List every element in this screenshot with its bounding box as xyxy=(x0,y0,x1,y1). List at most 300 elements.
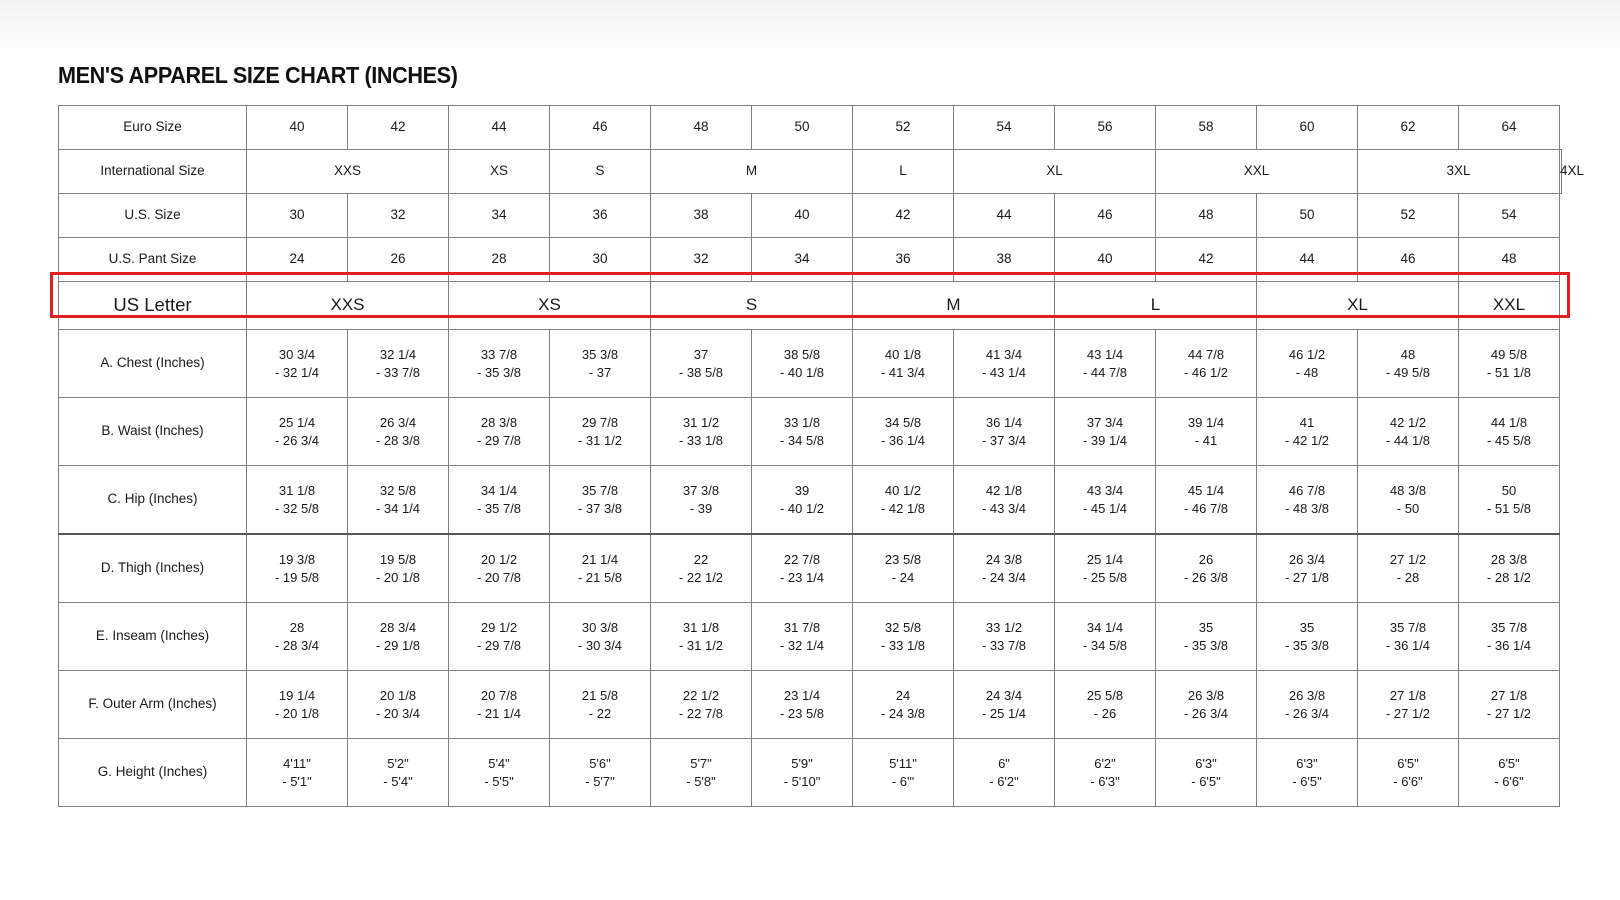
value-min: 20 1/8 xyxy=(379,687,417,703)
table-cell xyxy=(1358,398,1459,466)
size-chart-table-container xyxy=(58,105,1585,807)
table-cell xyxy=(449,330,550,398)
value-min: 42 1/8 xyxy=(985,482,1023,498)
table-cell: 52 xyxy=(1358,194,1459,238)
table-cell: XS xyxy=(449,282,651,330)
table-row xyxy=(59,671,1562,739)
value-max: - 24 xyxy=(891,569,915,585)
value-min: 40 1/2 xyxy=(884,482,922,498)
value-min: 27 1/8 xyxy=(1490,687,1528,703)
value-min: 22 7/8 xyxy=(783,551,821,567)
value-min: 32 1/4 xyxy=(379,346,417,362)
value-min: 5'4" xyxy=(488,755,510,771)
value-max: - 5'8" xyxy=(686,773,716,789)
value-min: 22 xyxy=(693,551,709,567)
value-max: - 43 1/4 xyxy=(981,364,1027,380)
table-row xyxy=(59,238,1562,282)
value-min: 32 5/8 xyxy=(884,619,922,635)
table-cell xyxy=(1055,534,1156,603)
table-cell xyxy=(1459,466,1560,535)
value-min: 27 1/8 xyxy=(1389,687,1427,703)
value-max: - 24 3/8 xyxy=(880,705,926,721)
value-min: 32 5/8 xyxy=(379,482,417,498)
value-min: 26 3/4 xyxy=(1288,551,1326,567)
value-min: 26 3/8 xyxy=(1288,687,1326,703)
table-cell xyxy=(1257,398,1358,466)
table-cell: 40 xyxy=(752,194,853,238)
value-max: - 29 1/8 xyxy=(375,637,421,653)
table-cell xyxy=(1459,739,1560,807)
value-min: 24 xyxy=(895,687,911,703)
row-label: G. Height (Inches) xyxy=(59,739,247,807)
table-row xyxy=(59,739,1562,807)
value-max: - 21 1/4 xyxy=(476,705,522,721)
table-cell xyxy=(348,671,449,739)
table-row-us-letter xyxy=(59,282,1562,330)
table-cell: M xyxy=(853,282,1055,330)
value-min: 5'6" xyxy=(589,755,611,771)
value-max: - 5'1" xyxy=(282,773,312,789)
value-max: - 28 3/8 xyxy=(375,432,421,448)
table-cell xyxy=(247,466,348,535)
table-cell xyxy=(348,466,449,535)
value-min: 33 1/2 xyxy=(985,619,1023,635)
value-min: 6'3" xyxy=(1296,755,1318,771)
table-cell: 44 xyxy=(1257,238,1358,282)
value-min: 35 7/8 xyxy=(1490,619,1528,635)
value-max: - 24 3/4 xyxy=(981,569,1027,585)
table-cell xyxy=(752,603,853,671)
value-max: - 5'4" xyxy=(383,773,413,789)
table-cell xyxy=(651,534,752,603)
value-min: 26 xyxy=(1198,551,1214,567)
table-cell xyxy=(348,739,449,807)
value-max: - 6'5" xyxy=(1191,773,1221,789)
value-min: 28 3/8 xyxy=(1490,551,1528,567)
value-min: 35 xyxy=(1198,619,1214,635)
table-cell xyxy=(1459,330,1560,398)
table-cell: 54 xyxy=(954,106,1055,150)
value-min: 23 1/4 xyxy=(783,687,821,703)
table-cell: 50 xyxy=(1257,194,1358,238)
table-cell: 36 xyxy=(853,238,954,282)
table-cell xyxy=(1358,466,1459,535)
table-cell xyxy=(1257,671,1358,739)
table-cell: 40 xyxy=(247,106,348,150)
value-max: - 20 1/8 xyxy=(274,705,320,721)
value-max: - 48 xyxy=(1295,364,1319,380)
table-cell xyxy=(247,671,348,739)
table-cell: 3XL xyxy=(1358,150,1560,194)
table-cell xyxy=(1459,603,1560,671)
value-min: 6'3" xyxy=(1195,755,1217,771)
table-cell xyxy=(853,398,954,466)
value-min: 46 1/2 xyxy=(1288,346,1326,362)
value-min: 39 xyxy=(794,482,810,498)
table-cell xyxy=(247,603,348,671)
value-max: - 22 1/2 xyxy=(678,569,724,585)
value-max: - 33 1/8 xyxy=(678,432,724,448)
value-max: - 35 3/8 xyxy=(1183,637,1229,653)
table-cell xyxy=(651,466,752,535)
table-cell xyxy=(651,739,752,807)
table-cell xyxy=(1358,534,1459,603)
row-label: E. Inseam (Inches) xyxy=(59,603,247,671)
value-max: - 28 1/2 xyxy=(1486,569,1532,585)
value-max: - 29 7/8 xyxy=(476,637,522,653)
table-cell xyxy=(954,466,1055,535)
table-cell xyxy=(1358,603,1459,671)
row-label: A. Chest (Inches) xyxy=(59,330,247,398)
value-max: - 31 1/2 xyxy=(678,637,724,653)
table-cell xyxy=(550,398,651,466)
value-min: 41 xyxy=(1299,414,1315,430)
value-max: - 35 3/8 xyxy=(1284,637,1330,653)
table-cell xyxy=(1156,330,1257,398)
value-min: 34 1/4 xyxy=(480,482,518,498)
value-min: 35 xyxy=(1299,619,1315,635)
table-cell xyxy=(752,739,853,807)
value-max: - 46 7/8 xyxy=(1183,500,1229,516)
value-max: - 32 1/4 xyxy=(274,364,320,380)
value-min: 31 1/2 xyxy=(682,414,720,430)
value-min: 5'7" xyxy=(690,755,712,771)
table-cell: 38 xyxy=(651,194,752,238)
row-label: Euro Size xyxy=(59,106,247,150)
value-max: - 27 1/2 xyxy=(1385,705,1431,721)
value-max: - 39 xyxy=(689,500,713,516)
value-min: 5'9" xyxy=(791,755,813,771)
table-cell: 40 xyxy=(1055,238,1156,282)
value-max: - 6'5" xyxy=(1292,773,1322,789)
table-cell xyxy=(348,330,449,398)
value-max: - 25 5/8 xyxy=(1082,569,1128,585)
table-cell xyxy=(550,330,651,398)
value-max: - 5'10" xyxy=(783,773,821,789)
value-max: - 51 1/8 xyxy=(1486,364,1532,380)
value-max: - 32 1/4 xyxy=(779,637,825,653)
value-max: - 34 5/8 xyxy=(1082,637,1128,653)
value-min: 44 7/8 xyxy=(1187,346,1225,362)
table-cell: 30 xyxy=(550,238,651,282)
table-cell: 56 xyxy=(1055,106,1156,150)
table-cell xyxy=(550,603,651,671)
table-cell xyxy=(651,398,752,466)
value-min: 48 3/8 xyxy=(1389,482,1427,498)
value-max: - 40 1/2 xyxy=(779,500,825,516)
table-cell xyxy=(954,398,1055,466)
value-min: 35 7/8 xyxy=(581,482,619,498)
table-cell: 46 xyxy=(1055,194,1156,238)
value-min: 34 1/4 xyxy=(1086,619,1124,635)
value-max: - 41 xyxy=(1194,432,1218,448)
table-cell xyxy=(1156,466,1257,535)
row-label: F. Outer Arm (Inches) xyxy=(59,671,247,739)
table-cell xyxy=(247,330,348,398)
value-min: 25 1/4 xyxy=(1086,551,1124,567)
table-cell: S xyxy=(651,282,853,330)
table-cell: XXL xyxy=(1459,282,1560,330)
table-cell: 64 xyxy=(1459,106,1560,150)
table-cell xyxy=(247,398,348,466)
table-cell xyxy=(550,739,651,807)
value-min: 19 3/8 xyxy=(278,551,316,567)
table-cell xyxy=(651,330,752,398)
value-max: - 26 3/4 xyxy=(1183,705,1229,721)
row-label: D. Thigh (Inches) xyxy=(59,534,247,603)
table-cell: 32 xyxy=(651,238,752,282)
table-cell xyxy=(752,466,853,535)
table-cell: 48 xyxy=(651,106,752,150)
value-max: - 25 1/4 xyxy=(981,705,1027,721)
value-min: 27 1/2 xyxy=(1389,551,1427,567)
table-cell: 44 xyxy=(449,106,550,150)
table-cell xyxy=(1358,739,1459,807)
value-max: - 28 xyxy=(1396,569,1420,585)
table-cell: XXS xyxy=(247,150,449,194)
value-max: - 31 1/2 xyxy=(577,432,623,448)
value-max: - 34 1/4 xyxy=(375,500,421,516)
value-min: 43 3/4 xyxy=(1086,482,1124,498)
value-min: 6'2" xyxy=(1094,755,1116,771)
table-cell xyxy=(1257,330,1358,398)
table-cell: 62 xyxy=(1358,106,1459,150)
table-row xyxy=(59,603,1562,671)
table-cell xyxy=(550,466,651,535)
value-max: - 26 3/4 xyxy=(274,432,320,448)
table-cell: 4XL xyxy=(1560,150,1562,194)
value-min: 36 1/4 xyxy=(985,414,1023,430)
row-label: US Letter xyxy=(59,282,247,330)
value-max: - 36 1/4 xyxy=(1486,637,1532,653)
value-min: 28 3/4 xyxy=(379,619,417,635)
value-max: - 27 1/2 xyxy=(1486,705,1532,721)
table-row xyxy=(59,534,1562,603)
table-row xyxy=(59,330,1562,398)
value-min: 49 5/8 xyxy=(1490,346,1528,362)
value-min: 6" xyxy=(998,755,1010,771)
value-max: - 50 xyxy=(1396,500,1420,516)
value-min: 34 5/8 xyxy=(884,414,922,430)
value-max: - 34 5/8 xyxy=(779,432,825,448)
value-min: 37 3/4 xyxy=(1086,414,1124,430)
table-cell xyxy=(752,330,853,398)
value-max: - 37 3/4 xyxy=(981,432,1027,448)
table-cell xyxy=(1156,398,1257,466)
value-max: - 22 xyxy=(588,705,612,721)
table-cell xyxy=(853,739,954,807)
value-min: 26 3/4 xyxy=(379,414,417,430)
table-cell: 58 xyxy=(1156,106,1257,150)
table-cell: S xyxy=(550,150,651,194)
table-cell xyxy=(348,398,449,466)
value-max: - 6'" xyxy=(891,773,915,789)
table-cell: 50 xyxy=(752,106,853,150)
value-min: 30 3/4 xyxy=(278,346,316,362)
value-max: - 5'5" xyxy=(484,773,514,789)
table-cell xyxy=(651,671,752,739)
row-label: International Size xyxy=(59,150,247,194)
value-max: - 43 3/4 xyxy=(981,500,1027,516)
value-max: - 51 5/8 xyxy=(1486,500,1532,516)
table-cell xyxy=(1055,466,1156,535)
value-max: - 40 1/8 xyxy=(779,364,825,380)
table-row xyxy=(59,150,1562,194)
table-cell: 34 xyxy=(752,238,853,282)
value-max: - 33 7/8 xyxy=(981,637,1027,653)
value-min: 24 3/8 xyxy=(985,551,1023,567)
row-label: C. Hip (Inches) xyxy=(59,466,247,535)
value-min: 19 5/8 xyxy=(379,551,417,567)
table-cell: 24 xyxy=(247,238,348,282)
value-max: - 6'2" xyxy=(989,773,1019,789)
table-cell xyxy=(449,603,550,671)
table-cell xyxy=(1257,739,1358,807)
table-cell xyxy=(449,739,550,807)
table-cell xyxy=(348,534,449,603)
table-cell xyxy=(853,534,954,603)
value-max: - 6'6" xyxy=(1494,773,1524,789)
table-row xyxy=(59,466,1562,535)
value-max: - 20 7/8 xyxy=(476,569,522,585)
table-cell xyxy=(247,739,348,807)
page-title: MEN'S APPAREL SIZE CHART (INCHES) xyxy=(58,62,458,88)
table-cell: 46 xyxy=(550,106,651,150)
value-max: - 19 5/8 xyxy=(274,569,320,585)
value-max: - 36 1/4 xyxy=(1385,637,1431,653)
table-row xyxy=(59,194,1562,238)
table-cell xyxy=(1055,398,1156,466)
table-cell xyxy=(247,534,348,603)
value-max: - 39 1/4 xyxy=(1082,432,1128,448)
value-min: 4'11" xyxy=(283,755,311,771)
value-min: 5'11" xyxy=(889,755,917,771)
value-max: - 30 3/4 xyxy=(577,637,623,653)
value-max: - 5'7" xyxy=(585,773,615,789)
value-min: 43 1/4 xyxy=(1086,346,1124,362)
table-cell xyxy=(853,466,954,535)
value-min: 46 7/8 xyxy=(1288,482,1326,498)
table-cell: XL xyxy=(1257,282,1459,330)
table-cell: 38 xyxy=(954,238,1055,282)
table-cell: XXL xyxy=(1156,150,1358,194)
size-chart-body xyxy=(59,106,1585,807)
table-cell: 42 xyxy=(1156,238,1257,282)
value-max: - 38 5/8 xyxy=(678,364,724,380)
value-max: - 27 1/8 xyxy=(1284,569,1330,585)
value-max: - 42 1/8 xyxy=(880,500,926,516)
value-max: - 44 1/8 xyxy=(1385,432,1431,448)
value-max: - 32 5/8 xyxy=(274,500,320,516)
value-max: - 21 5/8 xyxy=(577,569,623,585)
value-min: 19 1/4 xyxy=(278,687,316,703)
table-cell xyxy=(1156,671,1257,739)
table-cell xyxy=(853,671,954,739)
value-max: - 28 3/4 xyxy=(274,637,320,653)
table-cell xyxy=(1358,330,1459,398)
table-cell: L xyxy=(1055,282,1257,330)
table-cell xyxy=(1156,534,1257,603)
table-cell xyxy=(449,466,550,535)
value-min: 25 1/4 xyxy=(278,414,316,430)
value-min: 38 5/8 xyxy=(783,346,821,362)
table-cell xyxy=(752,398,853,466)
table-cell xyxy=(651,603,752,671)
value-min: 21 1/4 xyxy=(581,551,619,567)
table-cell xyxy=(449,398,550,466)
value-min: 22 1/2 xyxy=(682,687,720,703)
table-cell xyxy=(752,671,853,739)
value-min: 31 7/8 xyxy=(783,619,821,635)
value-max: - 33 1/8 xyxy=(880,637,926,653)
value-min: 30 3/8 xyxy=(581,619,619,635)
table-cell xyxy=(449,534,550,603)
value-min: 23 5/8 xyxy=(884,551,922,567)
table-cell xyxy=(449,671,550,739)
value-max: - 20 1/8 xyxy=(375,569,421,585)
table-cell: M xyxy=(651,150,853,194)
value-min: 20 7/8 xyxy=(480,687,518,703)
value-max: - 44 7/8 xyxy=(1082,364,1128,380)
table-cell xyxy=(752,534,853,603)
table-cell: 44 xyxy=(954,194,1055,238)
table-cell xyxy=(853,603,954,671)
value-max: - 35 3/8 xyxy=(476,364,522,380)
value-min: 35 3/8 xyxy=(581,346,619,362)
value-max: - 26 3/8 xyxy=(1183,569,1229,585)
value-min: 6'5" xyxy=(1397,755,1419,771)
table-cell xyxy=(348,603,449,671)
value-max: - 46 1/2 xyxy=(1183,364,1229,380)
table-cell xyxy=(1358,671,1459,739)
table-cell xyxy=(954,534,1055,603)
table-cell: 48 xyxy=(1156,194,1257,238)
value-min: 25 5/8 xyxy=(1086,687,1124,703)
value-max: - 33 7/8 xyxy=(375,364,421,380)
value-max: - 37 3/8 xyxy=(577,500,623,516)
value-min: 28 xyxy=(289,619,305,635)
table-cell xyxy=(954,330,1055,398)
value-min: 29 1/2 xyxy=(480,619,518,635)
table-cell: 60 xyxy=(1257,106,1358,150)
table-cell xyxy=(1459,398,1560,466)
value-min: 31 1/8 xyxy=(278,482,316,498)
value-min: 37 xyxy=(693,346,709,362)
table-cell: 26 xyxy=(348,238,449,282)
row-label: B. Waist (Inches) xyxy=(59,398,247,466)
value-min: 42 1/2 xyxy=(1389,414,1427,430)
table-cell xyxy=(1257,466,1358,535)
value-min: 45 1/4 xyxy=(1187,482,1225,498)
table-cell xyxy=(550,534,651,603)
table-cell xyxy=(954,671,1055,739)
table-cell: 52 xyxy=(853,106,954,150)
table-cell xyxy=(1055,671,1156,739)
value-max: - 6'3" xyxy=(1090,773,1120,789)
value-max: - 20 3/4 xyxy=(375,705,421,721)
value-min: 5'2" xyxy=(387,755,409,771)
value-min: 35 7/8 xyxy=(1389,619,1427,635)
table-cell: XXS xyxy=(247,282,449,330)
table-cell xyxy=(1055,603,1156,671)
table-cell: 34 xyxy=(449,194,550,238)
row-label: U.S. Pant Size xyxy=(59,238,247,282)
value-max: - 29 7/8 xyxy=(476,432,522,448)
value-max: - 26 3/4 xyxy=(1284,705,1330,721)
row-label: U.S. Size xyxy=(59,194,247,238)
table-cell xyxy=(1055,330,1156,398)
page-top-gradient xyxy=(0,0,1620,56)
